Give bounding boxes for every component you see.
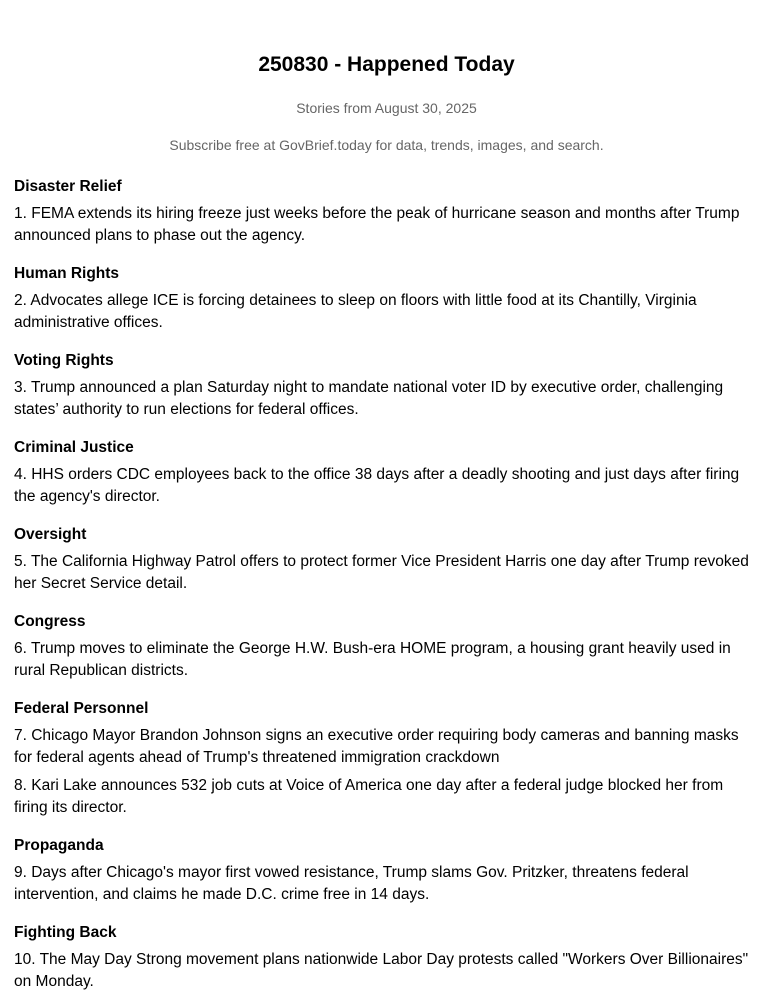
story-item: 6. Trump moves to eliminate the George H.W. Bush-era HOME program, a housing grant heavily used in rural Republican districts. — [14, 640, 731, 679]
story-item: 2. Advocates allege ICE is forcing detainees to sleep on floors with little food at its Chantilly, Virginia administrative offices. — [14, 292, 697, 331]
story-item: 1. FEMA extends its hiring freeze just weeks before the peak of hurricane season and months after Trump announced plans to phase out the agency. — [14, 205, 740, 244]
section-heading: Propaganda — [14, 837, 104, 854]
page-title: 250830 - Happened Today — [258, 53, 515, 76]
story-item: 10. The May Day Strong movement plans nationwide Labor Day protests called "Workers Over Billionaires" on Monday. — [14, 951, 749, 990]
section-oversight — [14, 514, 759, 601]
subscribe-note: Subscribe free at GovBrief.today for data, trends, images, and search. — [169, 137, 604, 153]
page-subtitle: Stories from August 30, 2025 — [296, 100, 477, 116]
section-heading: Human Rights — [14, 265, 120, 282]
story-item: 5. The California Highway Patrol offers to protect former Vice President Harris one day after Trump revoked her Secret Service detail. — [14, 553, 749, 592]
section-fighting-back — [14, 912, 759, 999]
section-disaster-relief — [14, 166, 759, 253]
section-federal-personnel — [14, 688, 759, 825]
story-item: 7. Chicago Mayor Brandon Johnson signs an executive order requiring body cameras and banning masks for federal agents ahead of Trump's threatened immigration crackdown — [14, 727, 739, 766]
story-item: 4. HHS orders CDC employees back to the office 38 days after a deadly shooting and just days after firing the agency's director. — [14, 466, 740, 505]
section-congress — [14, 601, 759, 688]
section-human-rights — [14, 253, 759, 340]
story-item: 8. Kari Lake announces 532 job cuts at Voice of America one day after a federal judge blocked her from firing its director. — [14, 777, 724, 816]
story-item: 3. Trump announced a plan Saturday night to mandate national voter ID by executive order, challenging states’ authority to run elections for federal offices. — [14, 379, 724, 418]
section-criminal-justice — [14, 427, 759, 514]
section-voting-rights — [14, 340, 759, 427]
section-heading: Congress — [14, 613, 86, 630]
section-propaganda — [14, 825, 759, 912]
story-item: 9. Days after Chicago's mayor first vowed resistance, Trump slams Gov. Pritzker, threatens federal intervention, and claims he made D.C. crime free in 14 days. — [14, 864, 689, 903]
section-heading: Oversight — [14, 526, 87, 543]
stories-list — [14, 154, 759, 999]
section-heading: Voting Rights — [14, 352, 114, 369]
section-heading: Disaster Relief — [14, 178, 122, 195]
section-heading: Fighting Back — [14, 924, 117, 941]
section-heading: Criminal Justice — [14, 439, 134, 456]
section-heading: Federal Personnel — [14, 700, 149, 717]
